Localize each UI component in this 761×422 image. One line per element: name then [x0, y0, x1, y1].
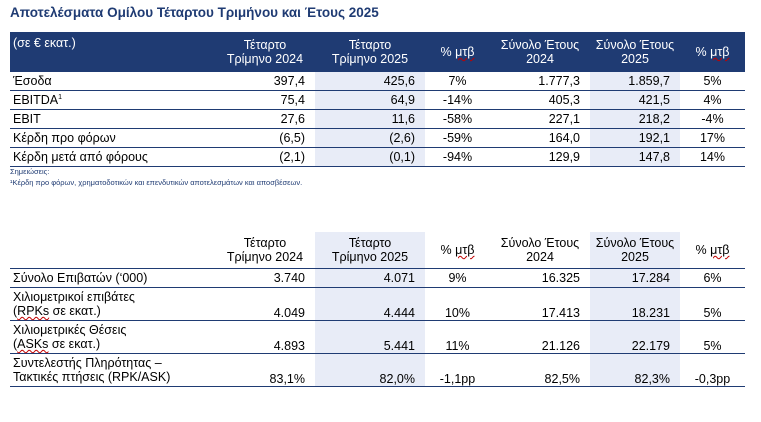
column-header: Τέταρτο Τρίμηνο 2025: [315, 32, 425, 72]
table-cell: 397,4: [215, 72, 315, 91]
table-row: [10, 110, 745, 129]
table-row: [10, 148, 745, 167]
table-cell: 227,1: [490, 110, 590, 129]
table-row: [10, 129, 745, 148]
row-label: Συντελεστής Πληρότητας – Τακτικές πτήσεις (RPK/ASK): [10, 354, 215, 387]
table-cell: 129,9: [490, 148, 590, 167]
table-row: [10, 288, 745, 321]
table-cell: Κέρδη μετά από φόρους: [10, 148, 215, 167]
table-cell: -4%: [680, 110, 745, 129]
table-cell: 83,1%: [215, 354, 315, 387]
table-cell: 11%: [425, 321, 490, 354]
column-header: Τέταρτο Τρίμηνο 2024: [215, 32, 315, 72]
table-cell: -59%: [425, 129, 490, 148]
table-cell: 18.231: [590, 288, 680, 321]
notes: [10, 166, 302, 188]
table-cell: 5%: [680, 72, 745, 91]
table-cell: 405,3: [490, 91, 590, 110]
table-cell: 4%: [680, 91, 745, 110]
traffic-table: [10, 232, 745, 387]
table-cell: 82,0%: [315, 354, 425, 387]
table-cell: 4.444: [315, 288, 425, 321]
table-row: [10, 72, 745, 91]
table-cell: 192,1: [590, 129, 680, 148]
column-header: % μτβ: [680, 232, 745, 269]
column-header: Σύνολο Έτους 2025: [590, 232, 680, 269]
table-cell: Κέρδη προ φόρων: [10, 129, 215, 148]
table-cell: 147,8: [590, 148, 680, 167]
table-cell: -1,1pp: [425, 354, 490, 387]
page-title: Αποτελέσματα Ομίλου Τέταρτου Τριμήνου και Έτους 2025: [10, 5, 379, 20]
table-row: [10, 91, 745, 110]
table-cell: 6%: [680, 269, 745, 288]
column-header: Τέταρτο Τρίμηνο 2024: [215, 232, 315, 269]
table-cell: 11,6: [315, 110, 425, 129]
table-cell: 425,6: [315, 72, 425, 91]
column-header: (σε € εκατ.): [10, 32, 215, 72]
column-header: [10, 232, 215, 269]
table-cell: 82,5%: [490, 354, 590, 387]
table-cell: (2,6): [315, 129, 425, 148]
row-label: Χιλιομετρικές Θέσεις (ASKs σε εκατ.): [10, 321, 215, 354]
table-cell: 3.740: [215, 269, 315, 288]
table-row: [10, 321, 745, 354]
column-header: Σύνολο Έτους 2024: [490, 232, 590, 269]
table-cell: -14%: [425, 91, 490, 110]
table-row: [10, 354, 745, 387]
table-cell: 22.179: [590, 321, 680, 354]
table-cell: 10%: [425, 288, 490, 321]
table-cell: Έσοδα: [10, 72, 215, 91]
table-row: [10, 269, 745, 288]
table-header: [10, 32, 745, 72]
table-cell: 21.126: [490, 321, 590, 354]
column-header: Τέταρτο Τρίμηνο 2025: [315, 232, 425, 269]
column-header: Σύνολο Έτους 2025: [590, 32, 680, 72]
table-cell: -58%: [425, 110, 490, 129]
table-cell: 14%: [680, 148, 745, 167]
table-cell: 9%: [425, 269, 490, 288]
table-cell: 5%: [680, 321, 745, 354]
table-cell: -94%: [425, 148, 490, 167]
column-header: % μτβ: [425, 232, 490, 269]
table-cell: 4.071: [315, 269, 425, 288]
table-cell: 17.284: [590, 269, 680, 288]
table-cell: 5%: [680, 288, 745, 321]
table-cell: 4.893: [215, 321, 315, 354]
table-cell: (2,1): [215, 148, 315, 167]
table-cell: 164,0: [490, 129, 590, 148]
table-cell: 64,9: [315, 91, 425, 110]
table-cell: 7%: [425, 72, 490, 91]
table-cell: (0,1): [315, 148, 425, 167]
table-cell: -0,3pp: [680, 354, 745, 387]
table-cell: 17%: [680, 129, 745, 148]
table-cell: 75,4: [215, 91, 315, 110]
column-header: % μτβ: [425, 32, 490, 72]
column-header: % μτβ: [680, 32, 745, 72]
table-cell: 16.325: [490, 269, 590, 288]
table-cell: (6,5): [215, 129, 315, 148]
table-cell: 421,5: [590, 91, 680, 110]
table-cell: 4.049: [215, 288, 315, 321]
notes-heading: Σημειώσεις:: [10, 167, 50, 176]
table-cell: 1.777,3: [490, 72, 590, 91]
table-cell: 218,2: [590, 110, 680, 129]
footnote: ¹Κέρδη προ φόρων, χρηματοδοτικών και επενδυτικών αποτελεσμάτων και αποσβέσεων.: [10, 178, 303, 187]
column-header: Σύνολο Έτους 2024: [490, 32, 590, 72]
table-cell: 17.413: [490, 288, 590, 321]
row-label: Σύνολο Επιβατών (‘000): [10, 269, 215, 288]
table-cell: 82,3%: [590, 354, 680, 387]
row-label: Χιλιομετρικοί επιβάτες (RPKs σε εκατ.): [10, 288, 215, 321]
table-cell: 27,6: [215, 110, 315, 129]
table-cell: 5.441: [315, 321, 425, 354]
table-cell: EBIT: [10, 110, 215, 129]
table-cell: EBITDA$^1$: [10, 91, 215, 110]
group-results-table: [10, 32, 745, 167]
table-header: [10, 232, 745, 269]
table-cell: 1.859,7: [590, 72, 680, 91]
